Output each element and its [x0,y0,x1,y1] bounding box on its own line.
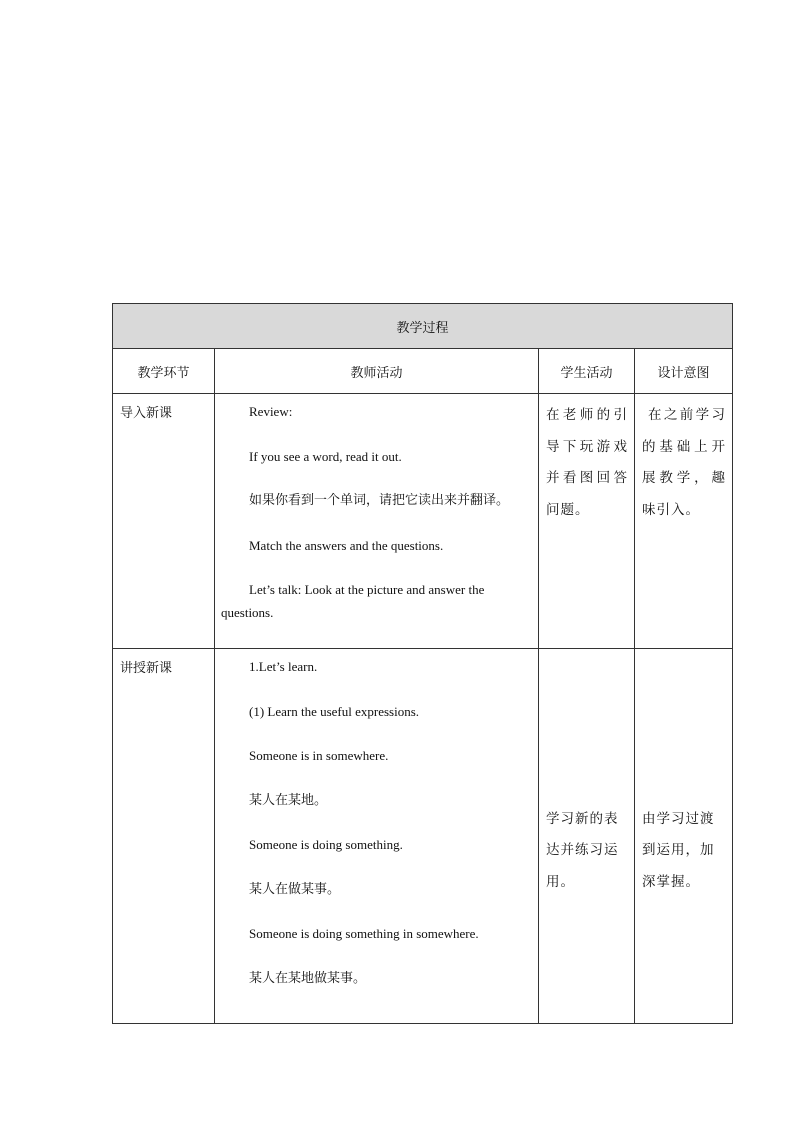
teacher-line: 某人在做某事。 [249,881,341,897]
table-title-row [113,304,733,349]
table-row [113,649,733,1024]
student-activity-intro: 在老师的引导下玩游戏并看图回答问题。 [539,394,635,649]
table-header-row [113,349,733,394]
header-design-intent: 设计意图 [635,349,733,394]
teacher-line: questions. [221,605,274,620]
header-teacher-activity: 教师活动 [215,349,539,394]
header-student-activity: 学生活动 [539,349,635,394]
design-intent-intro: 在之前学习的基础上开展教学，趣味引入。 [635,394,733,649]
teacher-line: (1) Learn the useful expressions. [249,703,420,719]
teacher-line: 某人在某地。 [249,792,328,808]
stage-intro: 导入新课 [113,394,215,649]
teacher-line-part: Let’s talk: Look at the picture and answer the [249,582,485,597]
stage-new-lesson: 讲授新课 [113,649,215,1024]
teacher-line: Review: [249,404,293,419]
table-title: 教学过程 [113,304,733,349]
teacher-activity-new-lesson [215,649,539,1024]
student-activity-text: 学习新的表达并练习运用。 [546,810,619,890]
teacher-activity-intro [215,394,539,649]
lesson-process-table [112,303,733,1024]
header-stage: 教学环节 [113,349,215,394]
teacher-line: 1.Let’s learn. [249,659,318,674]
teacher-line: If you see a word, read it out. [249,448,402,464]
teacher-line: 如果你看到一个单词，请把它读出来并翻译。 [249,493,510,508]
teacher-line: 某人在某地做某事。 [249,970,367,986]
teacher-line: Match the answers and the questions. [249,537,444,553]
student-activity-new-lesson [539,649,635,1024]
teacher-line: Someone is doing something. [249,837,403,852]
teacher-line: Someone is doing something in somewhere. [249,926,479,941]
table-row [113,394,733,649]
teacher-line: Someone is in somewhere. [249,748,389,763]
design-intent-new-lesson [635,649,733,1024]
design-intent-text: 由学习过渡到运用，加深掌握。 [642,810,715,890]
